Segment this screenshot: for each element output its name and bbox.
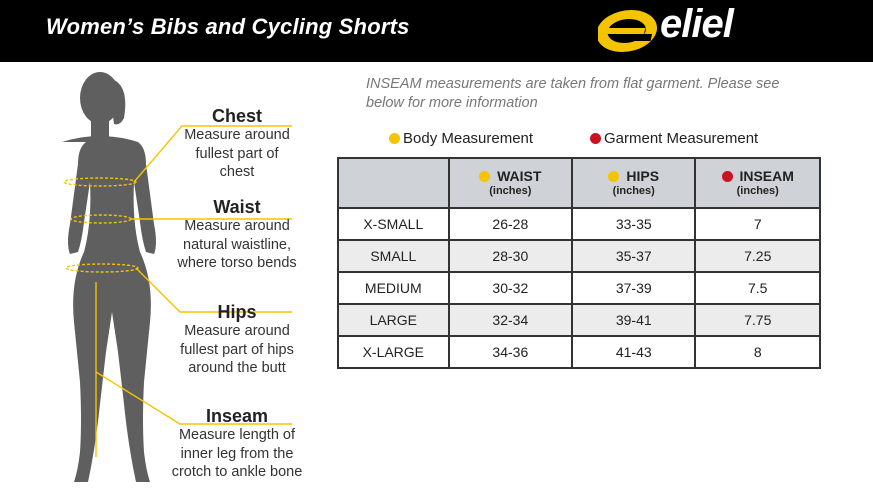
yellow-dot-icon: [389, 133, 400, 144]
inseam-cell: 8: [695, 336, 820, 368]
header-bar: [0, 0, 873, 62]
chest-label: Chest Measure around fullest part of chest: [184, 106, 290, 180]
header-size: [338, 158, 449, 208]
inseam-cell: 7.5: [695, 272, 820, 304]
inseam-label: Inseam Measure length of inner leg from the crotch to ankle bone: [171, 406, 303, 480]
inseam-cell: 7.25: [695, 240, 820, 272]
table-header-row: [338, 158, 820, 208]
red-dot-icon: [722, 171, 733, 182]
size-chart-table: [337, 157, 821, 369]
header-hips: HIPS (inches): [572, 158, 695, 208]
hips-cell: 41-43: [572, 336, 695, 368]
size-cell: SMALL: [338, 240, 449, 272]
silhouette-icon: [62, 72, 156, 482]
size-cell: X-LARGE: [338, 336, 449, 368]
hips-cell: 37-39: [572, 272, 695, 304]
waist-label: Waist Measure around natural waistline, where torso bends: [177, 197, 297, 271]
header-waist: WAIST (inches): [449, 158, 572, 208]
hips-cell: 39-41: [572, 304, 695, 336]
yellow-dot-icon: [608, 171, 619, 182]
size-cell: X-SMALL: [338, 208, 449, 240]
inseam-note: INSEAM measurements are taken from flat garment. Please see below for more information: [366, 76, 780, 111]
header-inseam: INSEAM (inches): [695, 158, 820, 208]
waist-cell: 26-28: [449, 208, 572, 240]
brand-wordmark: eliel: [660, 2, 733, 46]
legend-body: Body Measurement: [389, 130, 533, 147]
table-row: [338, 240, 820, 272]
size-cell: LARGE: [338, 304, 449, 336]
page-title: Women’s Bibs and Cycling Shorts: [46, 14, 410, 39]
waist-cell: 32-34: [449, 304, 572, 336]
waist-cell: 34-36: [449, 336, 572, 368]
inseam-cell: 7: [695, 208, 820, 240]
waist-cell: 30-32: [449, 272, 572, 304]
hips-label: Hips Measure around fullest part of hips around the butt: [180, 302, 294, 376]
legend-garment: Garment Measurement: [590, 130, 758, 147]
yellow-dot-icon: [479, 171, 490, 182]
table-row: [338, 336, 820, 368]
red-dot-icon: [590, 133, 601, 144]
table-row: [338, 304, 820, 336]
hips-cell: 33-35: [572, 208, 695, 240]
hips-cell: 35-37: [572, 240, 695, 272]
waist-cell: 28-30: [449, 240, 572, 272]
size-cell: MEDIUM: [338, 272, 449, 304]
table-row: [338, 272, 820, 304]
inseam-cell: 7.75: [695, 304, 820, 336]
table-row: [338, 208, 820, 240]
